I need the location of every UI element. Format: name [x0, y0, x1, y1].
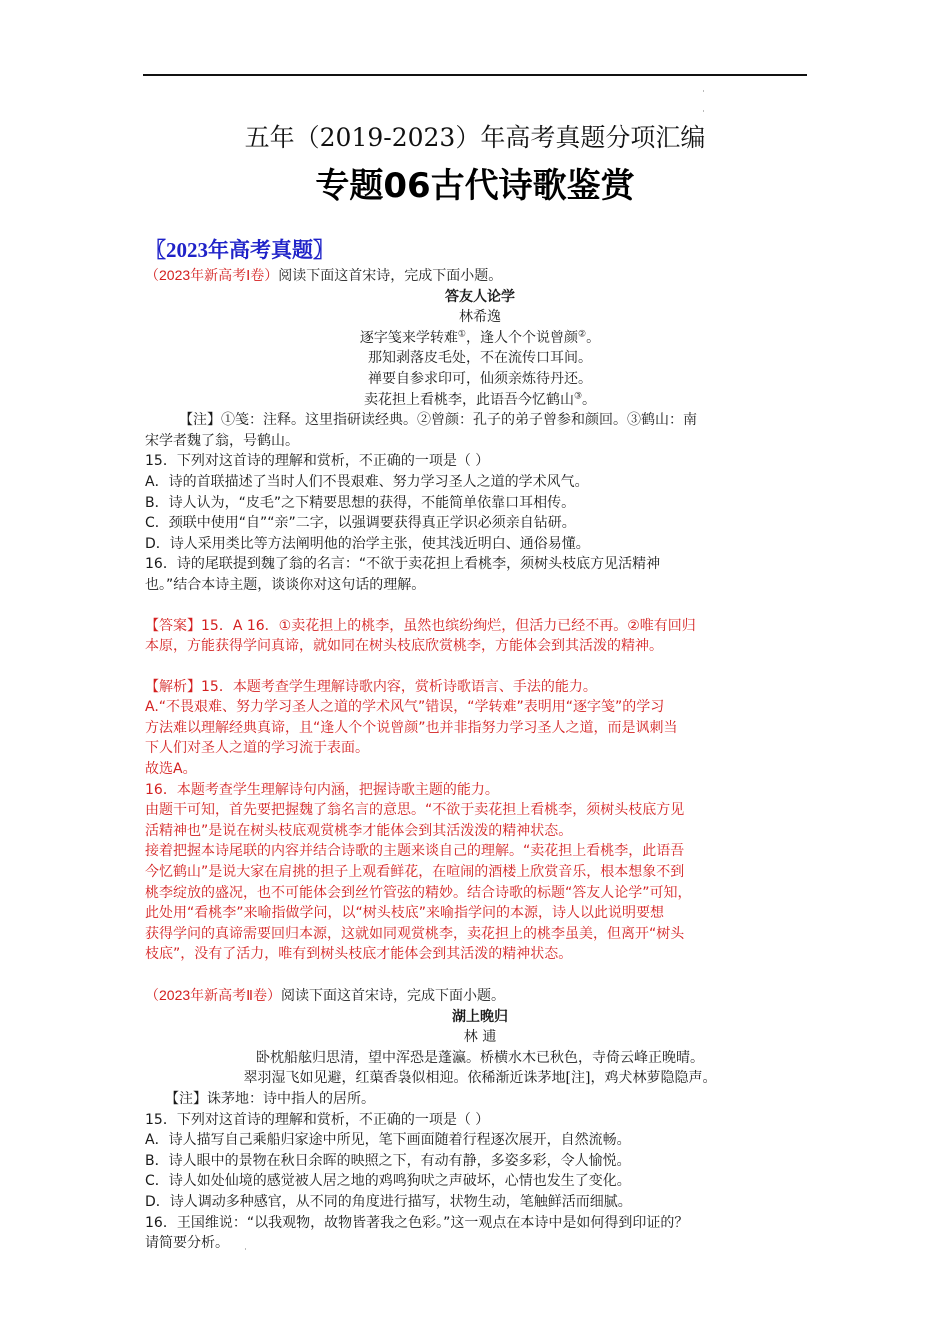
q2-q16-stem-cont: 请简要分析。 [145, 1235, 229, 1252]
q2-source: （2023年新高考Ⅱ卷） [145, 987, 282, 1003]
q1-analysis-line: 今忆鹤山”是说大家在肩挑的担子上观看鲜花，在喧闹的酒楼上欣赏音乐，根本想象不到 [145, 864, 685, 881]
q1-analysis-line: 【解析】15．本题考查学生理解诗歌内容，赏析诗歌语言、手法的能力。 [145, 678, 597, 695]
q2-q15-option-a: A．诗人描写自己乘船归家途中所见，笔下画面随着行程逐次展开，自然流畅。 [145, 1132, 631, 1149]
footnote-marker: ③ [573, 390, 583, 401]
spacer [145, 965, 815, 985]
document-body [145, 235, 815, 1254]
q1-analysis-line: 活精神也”是说在树头枝底观赏桃李才能体会到其活泼泼的精神状态。 [145, 822, 573, 839]
poem-text: ，逢人个个说曾颜 [466, 329, 578, 346]
q2-q16-stem: 16．王国维说：“以我观物，故物皆著我之色彩。”这一观点在本诗中是如何得到印证的？ [145, 1214, 689, 1231]
q1-q15-option-a: A．诗的首联描述了当时人们不畏艰难、努力学习圣人之道的学术风气。 [145, 473, 589, 490]
q2-q15-option-c: C．诗人如处仙境的感觉被人居之地的鸡鸣狗吠之声破坏，心情也发生了变化。 [145, 1173, 631, 1190]
q1-instruction: 阅读下面这首宋诗，完成下面小题。 [278, 268, 503, 284]
footnote-marker: ② [578, 329, 587, 340]
q2-instruction: 阅读下面这首宋诗，完成下面小题。 [281, 988, 506, 1004]
q1-analysis-line: 接着把握本诗尾联的内容并结合诗歌的主题来谈自己的理解。“卖花担上看桃李，此语吾 [145, 843, 685, 860]
spacer [145, 596, 815, 616]
q2-poem-title: 湖上晚归 [452, 1008, 508, 1025]
q2-poem-line: 翠羽湿飞如见避，红蕖香袅似相迎。依稀渐近诛茅地[注]，鸡犬林萝隐隐声。 [243, 1070, 717, 1087]
q1-analysis-line: 16．本题考查学生理解诗句内涵，把握诗歌主题的能力。 [145, 781, 499, 798]
q1-analysis-line: 方法难以理解经典真谛，且“逢人个个说曾颜”也并非指努力学习圣人之道，而是讽刺当 [145, 719, 678, 736]
q2-note: 【注】诛茅地：诗中指人的居所。 [165, 1090, 375, 1107]
q1-poem-line: 那知剥落皮毛处，不在流传口耳间。 [368, 350, 592, 367]
q1-source: （2023年新高考Ⅰ卷） [145, 267, 279, 283]
q1-poem-title: 答友人论学 [445, 288, 515, 305]
speck [703, 90, 704, 92]
q2-q15-option-d: D．诗人调动多种感官，从不同的角度进行描写，状物生动，笔触鲜活而细腻。 [145, 1193, 632, 1210]
poem-text: 卖花担上看桃李，此语吾今忆鹤山 [363, 391, 574, 408]
q1-q15-option-b: B．诗人认为，“皮毛”之下精要思想的获得，不能简单依靠口耳相传。 [145, 494, 576, 511]
q1-note: 【注】①笺：注释。这里指研读经典。②曾颜：孔子的弟子曾参和颜回。③鹤山：南 [179, 412, 697, 429]
document-title: 专题06古代诗歌鉴赏 [315, 166, 635, 206]
spacer [145, 657, 815, 677]
header-rule [143, 74, 807, 76]
q1-answer-cont: 本原，方能获得学问真谛，就如同在树头枝底欣赏桃李，方能体会到其活泼的精神。 [145, 638, 663, 655]
q1-analysis-line: 故选A。 [145, 761, 197, 778]
q2-poem-line: 卧枕船舷归思清，望中浑恐是蓬瀛。桥横水木已秋色，寺倚云峰正晚晴。 [256, 1049, 704, 1066]
q1-q16-stem-cont: 也。”结合本诗主题，谈谈你对这句话的理解。 [145, 576, 426, 593]
q1-q16-stem: 16．诗的尾联提到魏了翁的名言：“不欲于卖花担上看桃李，须树头枝底方见活精神 [145, 556, 661, 573]
q1-q15-option-c: C．颈联中使用“自”“亲”二字，以强调要获得真正学识必须亲自钻研。 [145, 515, 576, 532]
footnote-marker: ① [457, 329, 466, 340]
q1-analysis-line: A.“不畏艰难、努力学习圣人之道的学术风气”错误，“学转难”表明用“逐字笺”的学习 [145, 699, 665, 716]
speck [703, 110, 704, 112]
q2-poet: 林 逋 [463, 1029, 497, 1046]
q1-analysis-line: 由题干可知，首先要把握魏了翁名言的意思。“不欲于卖花担上看桃李，须树头枝底方见 [145, 802, 685, 819]
q1-q15-option-d: D．诗人采用类比等方法阐明他的治学主张，使其浅近明白、通俗易懂。 [145, 535, 590, 552]
q1-poem-line [145, 390, 815, 411]
poem-text: 。 [582, 391, 597, 408]
q1-analysis-line: 下人们对圣人之道的学习流于表面。 [145, 740, 369, 757]
q1-poem-line [145, 328, 815, 349]
q1-analysis-line: 枝底”，没有了活力，唯有到树头枝底才能体会到其活泼的精神状态。 [145, 946, 573, 963]
q1-analysis-line: 此处用“看桃李”来喻指做学问，以“树头枝底”来喻指学问的本源，诗人以此说明要想 [145, 905, 665, 922]
document-subtitle: 五年（2019-2023）年高考真题分项汇编 [244, 123, 706, 152]
q1-poem-line: 禅要自参求印可，仙须亲炼待丹还。 [368, 370, 592, 387]
q2-q15-option-b: B．诗人眼中的景物在秋日余晖的映照之下，有动有静，多姿多彩，令人愉悦。 [145, 1152, 631, 1169]
q1-q15-stem: 15．下列对这首诗的理解和赏析，不正确的一项是（ ） [145, 453, 490, 470]
q1-poet: 林希逸 [459, 309, 501, 326]
q1-answer: 【答案】15．A 16．①卖花担上的桃李，虽然也缤纷绚烂，但活力已经不再。②唯有回归 [145, 617, 696, 634]
poem-text: 逐字笺来学转难 [359, 329, 458, 346]
q1-analysis-line: 桃李绽放的盛况，也不可能体会到丝竹管弦的精妙。结合诗歌的标题“答友人论学”可知， [145, 884, 692, 901]
q1-intro [145, 265, 815, 287]
q1-note-cont: 宋学者魏了翁，号鹤山。 [145, 432, 299, 449]
section-heading: 〖2023年高考真题〗 [145, 238, 334, 262]
q2-intro [145, 985, 815, 1007]
poem-text: 。 [586, 329, 601, 346]
q2-q15-stem: 15．下列对这首诗的理解和赏析，不正确的一项是（ ） [145, 1111, 490, 1128]
q1-analysis-line: 获得学问的真谛需要回归本源，这就如同观赏桃李，卖花担上的桃李虽美，但离开“树头 [145, 925, 685, 942]
